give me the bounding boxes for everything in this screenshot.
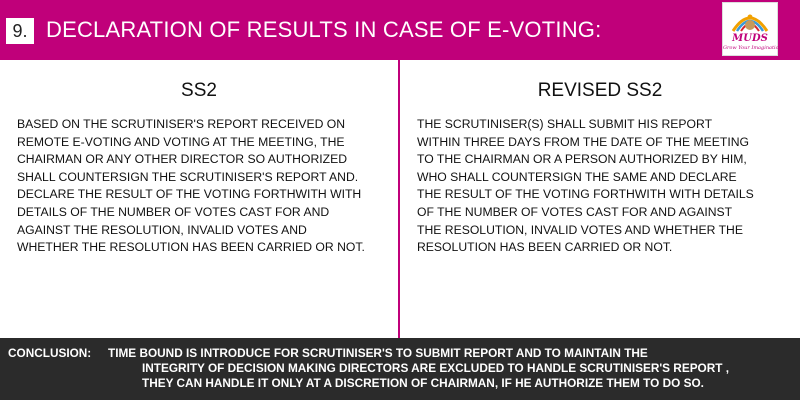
text-line: THE RESOLUTION, INVALID VOTES AND WHETHER THE [417,222,743,237]
text-line: BASED ON THE SCRUTINISER'S REPORT RECEIVED ON [17,117,346,131]
text-line: WHO SHALL COUNTERSIGN THE SAME AND DECLARE [417,169,737,184]
text-line: OF THE NUMBER OF VOTES CAST FOR AND AGAINST [417,204,733,219]
conclusion-bar [0,338,800,400]
section-title: DECLARATION OF RESULTS IN CASE OF E-VOTING: [46,17,602,42]
logo-name: MUDS [732,33,768,44]
conclusion-line: INTEGRITY OF DECISION MAKING DIRECTORS ARE EXCLUDED TO HANDLE SCRUTINISER'S REPORT , [142,361,730,375]
text-line: DETAILS OF THE NUMBER OF VOTES CAST FOR AND [17,204,330,219]
conclusion-line: TIME BOUND IS INTRODUCE FOR SCRUTINISER'S TO SUBMIT REPORT AND TO MAINTAIN THE [108,346,648,360]
conclusion-line: THEY CAN HANDLE IT ONLY AT A DISCRETION OF CHAIRMAN, IF HE AUTHORIZE THEM TO DO SO. [142,376,704,390]
text-line: REMOTE E-VOTING AND VOTING AT THE MEETING, THE [17,134,345,149]
text-line: WITHIN THREE DAYS FROM THE DATE OF THE MEETING [417,134,750,149]
conclusion-label: CONCLUSION: [8,346,92,360]
text-line: DECLARE THE RESULT OF THE VOTING FORTHWITH WITH [17,187,362,202]
text-line: TO THE CHAIRMAN OR A PERSON AUTHORIZED BY HIM, [417,152,747,167]
revised-ss2-text [417,116,792,257]
logo-tagline: Grow Your Imagination [723,45,782,51]
ss2-heading: SS2 [181,80,217,101]
ss2-text [17,116,394,257]
muds-logo [722,2,782,56]
text-line: AGAINST THE RESOLUTION, INVALID VOTES AND [17,222,307,237]
text-line: RESOLUTION HAS BEEN CARRIED OR NOT. [417,240,673,255]
text-line: CHAIRMAN OR ANY OTHER DIRECTOR SO AUTHORIZED [17,152,348,167]
text-line: WHETHER THE RESOLUTION HAS BEEN CARRIED OR NOT. [17,240,365,255]
revised-ss2-heading: REVISED SS2 [537,80,663,101]
header-bar [0,0,800,60]
conclusion-text [108,346,798,391]
text-line: THE RESULT OF THE VOTING FORTHWITH WITH DETAILS [417,187,754,202]
text-line: SHALL COUNTERSIGN THE SCRUTINISER'S REPORT AND. [17,169,359,184]
text-line: THE SCRUTINISER(S) SHALL SUBMIT HIS REPORT [417,117,713,131]
section-number: 9. [6,18,34,44]
